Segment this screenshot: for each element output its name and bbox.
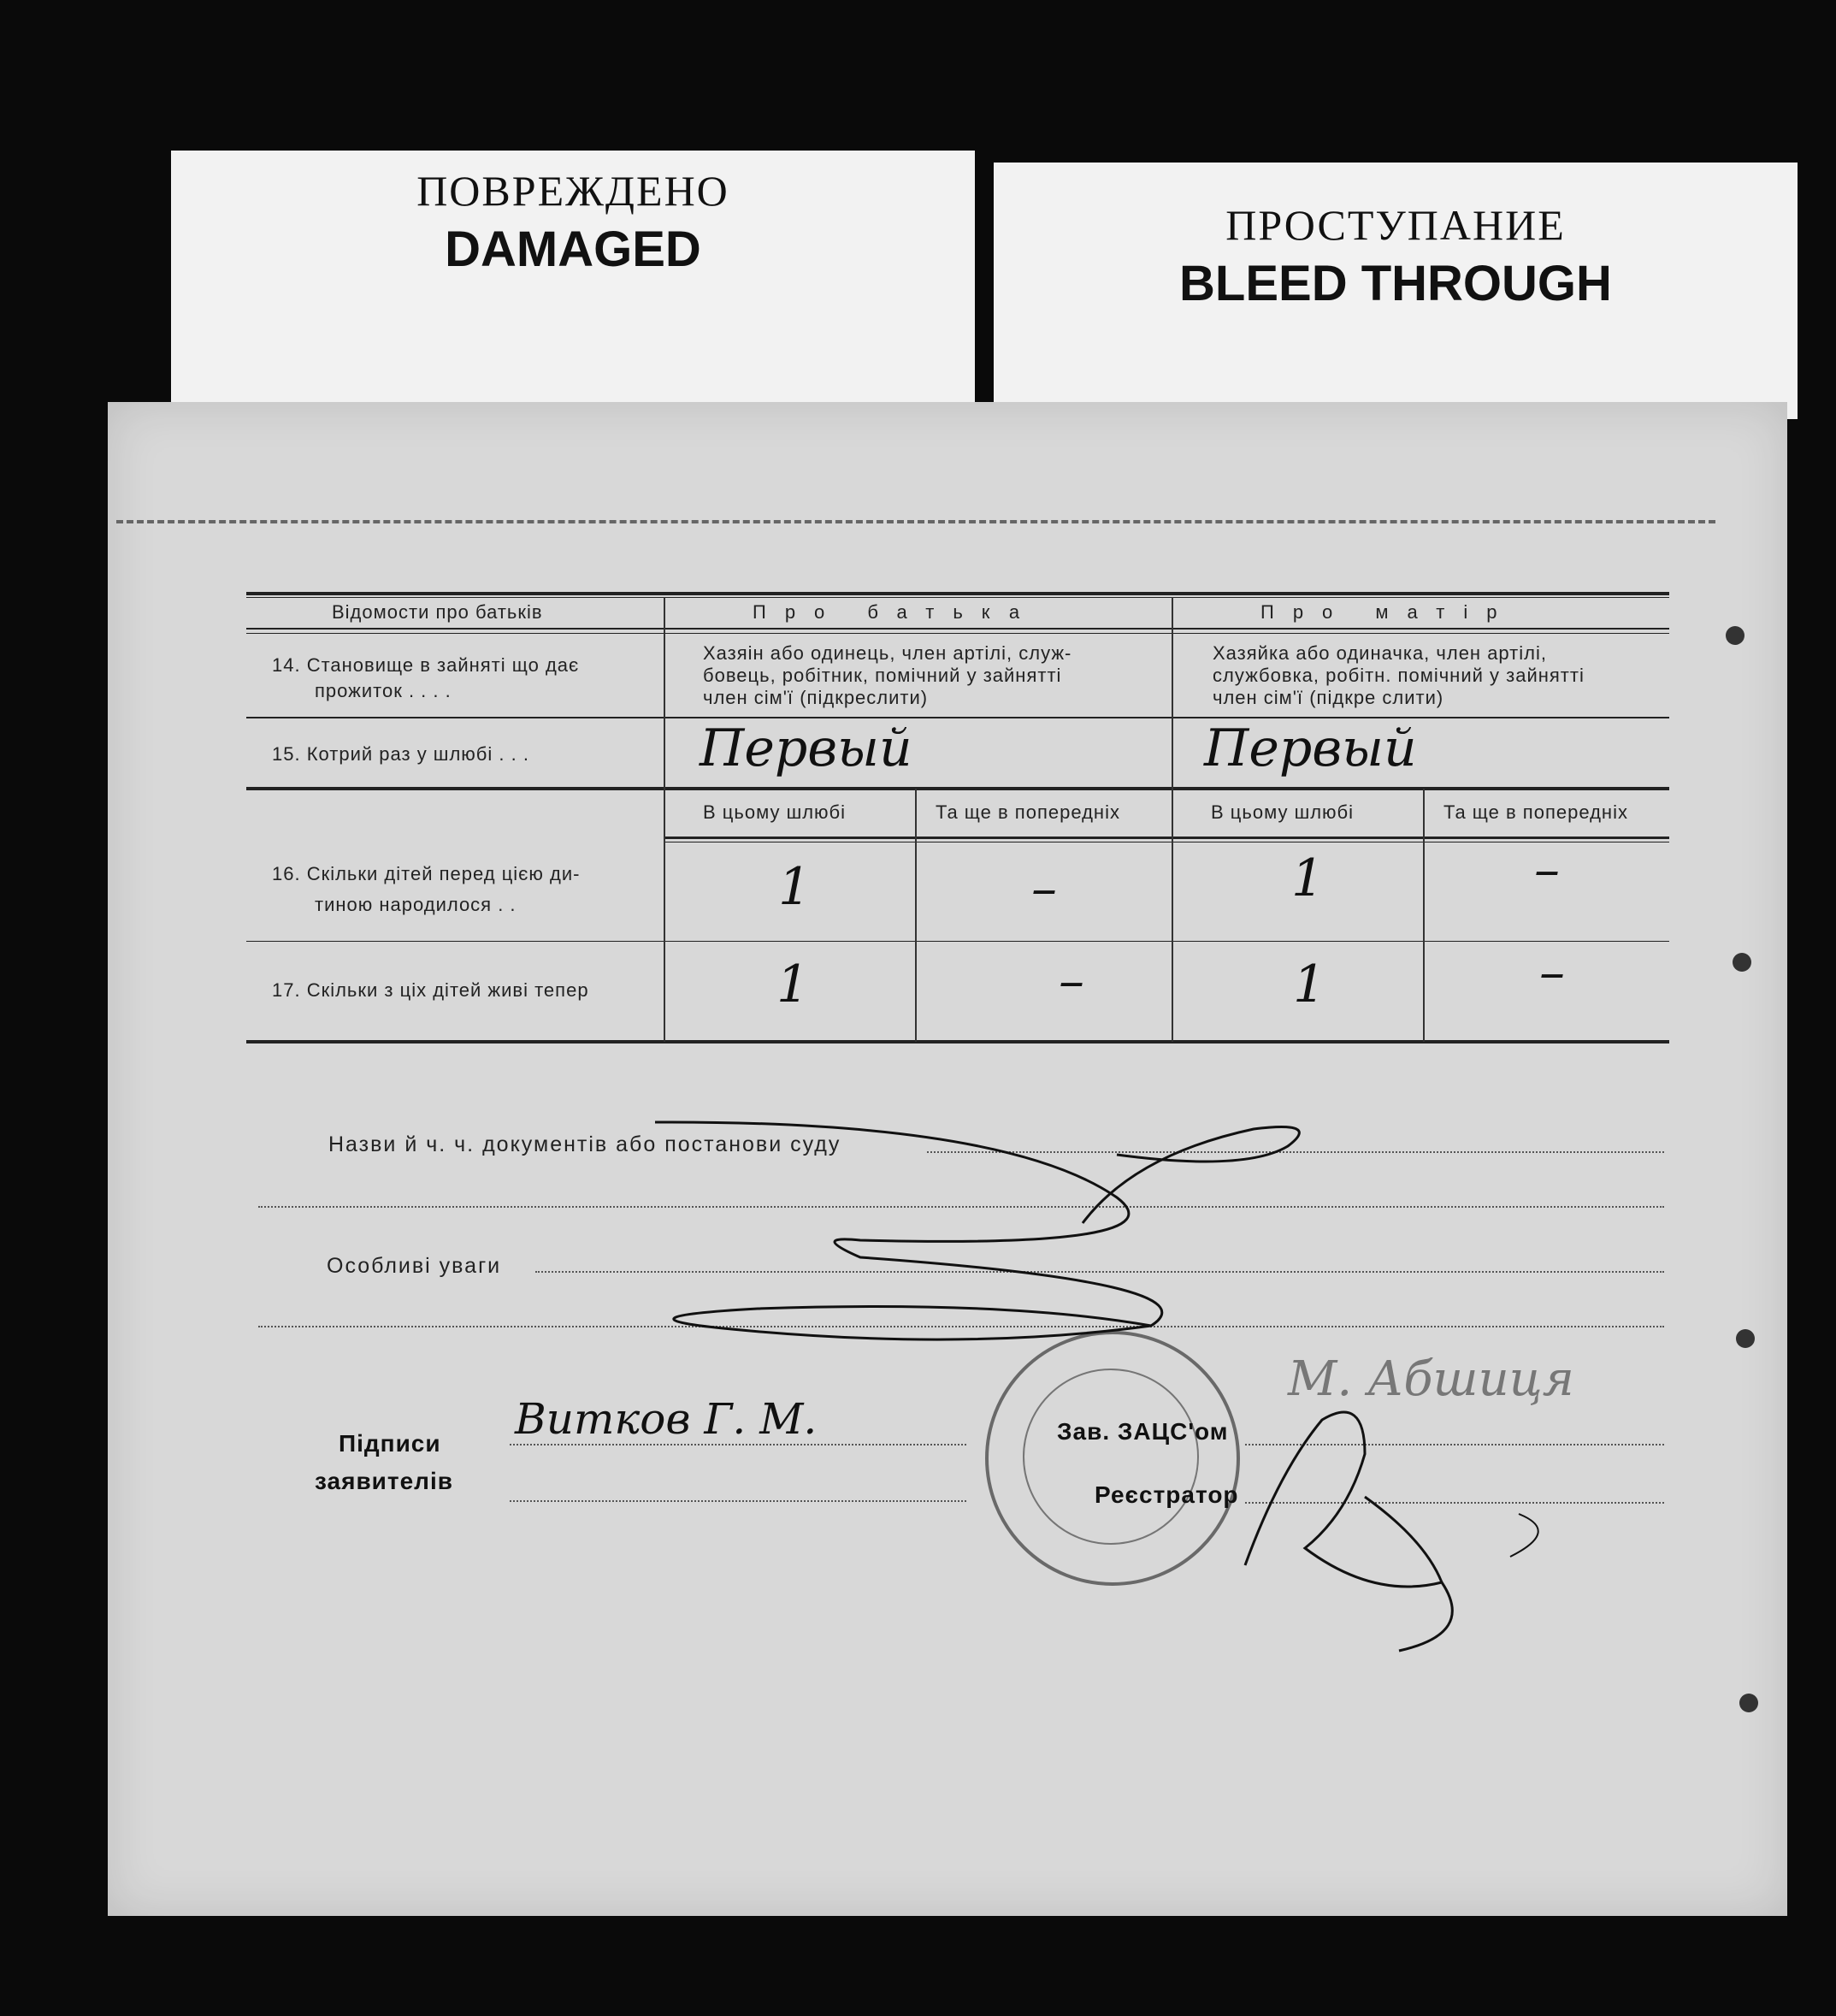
row14-mother-text: член сім'ї (підкре слити) — [1213, 687, 1444, 708]
damaged-label-ru: ПОВРЕЖДЕНО — [416, 167, 729, 215]
head-signature: М. Абшиця — [1288, 1351, 1574, 1407]
signatures-label-cont: заявителів — [315, 1468, 453, 1494]
damaged-label-card — [171, 151, 975, 407]
subheader-previous-father: Та ще в попередніх — [936, 801, 1120, 823]
row14-mother-text: Хазяйка або одиначка, член артілі, — [1213, 642, 1547, 664]
header-mother: Про матір — [1260, 601, 1516, 623]
remarks-label: Особливі уваги — [327, 1254, 502, 1278]
row17-father-previous: – — [1059, 951, 1084, 1011]
bleed-through-label-card — [994, 163, 1798, 419]
row14-father-text: бовець, робітник, помічний у зайнятті — [703, 665, 1062, 686]
subheader-this-marriage-mother: В цьому шлюбі — [1211, 801, 1355, 823]
row14-label-cont: прожиток . . . . — [315, 680, 452, 701]
row14-mother-text: службовка, робітн. помічний у зайнятті — [1213, 665, 1585, 686]
row15-father-handwriting: Первый — [700, 718, 912, 778]
header-parents-info: Відомости про батьків — [332, 601, 543, 623]
bleed-label-en: BLEED THROUGH — [1179, 256, 1612, 311]
row14-father-text: член сім'ї (підкреслити) — [703, 687, 929, 708]
zags-head-label: Зав. ЗАЦС'ом — [1057, 1418, 1229, 1445]
row16-mother-previous: – — [1534, 840, 1560, 900]
row17-father-this: 1 — [776, 955, 810, 1014]
signatures-label: Підписи — [339, 1430, 441, 1457]
cancellation-strokes — [108, 402, 1787, 1916]
row15-mother-handwriting: Первый — [1204, 718, 1417, 778]
row16-father-previous: – — [1031, 859, 1057, 919]
row14-father-text: Хазяін або одинець, член артілі, служ- — [703, 642, 1072, 664]
subheader-previous-mother: Та ще в попередніх — [1443, 801, 1628, 823]
row16-mother-this: 1 — [1291, 848, 1325, 908]
row16-label: 16. Скільки дітей перед цією ди- — [272, 863, 581, 884]
header-father: Про батька — [753, 601, 1039, 623]
row15-label: 15. Котрий раз у шлюбі . . . — [272, 743, 529, 765]
row16-father-this: 1 — [778, 857, 812, 917]
row17-mother-previous: – — [1539, 943, 1565, 1002]
applicant-signature: Витков Г. М. — [515, 1394, 818, 1444]
row17-label: 17. Скільки з ціх дітей живі тепер — [272, 979, 589, 1001]
row16-label-cont: тиною народилося . . — [315, 894, 517, 915]
documents-label: Назви й ч. ч. документів або постанови суду — [328, 1132, 841, 1156]
document-sheet — [108, 402, 1787, 1916]
bleed-label-ru: ПРОСТУПАНИЕ — [1225, 201, 1566, 249]
registrar-label: Реєстратор — [1095, 1481, 1239, 1508]
row14-label: 14. Становище в зайняті що дає — [272, 654, 580, 676]
damaged-label-en: DAMAGED — [445, 222, 701, 277]
row17-mother-this: 1 — [1293, 955, 1326, 1014]
subheader-this-marriage-father: В цьому шлюбі — [703, 801, 847, 823]
